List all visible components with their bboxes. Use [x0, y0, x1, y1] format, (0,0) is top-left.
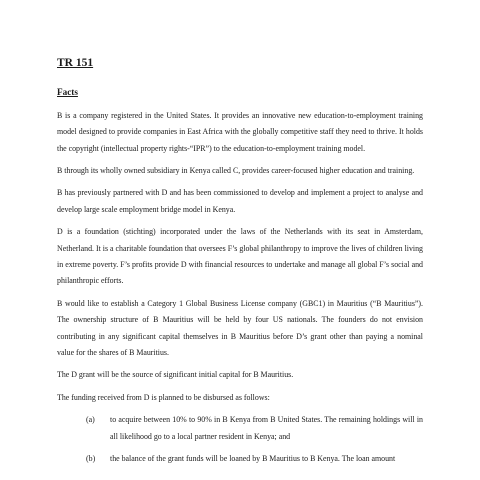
section-heading-facts: Facts	[57, 86, 78, 97]
list-item	[57, 412, 423, 445]
paragraph: D is a foundation (stichting) incorporated under the laws of the Netherlands with its seat in Amsterdam, Netherland. It is a charitable foundation that oversees F’s global philanthropy to improve the lives of children living in extreme poverty. F’s profits provide D with financial resources to undertake and manage all global F’s social and philanthropic efforts.	[57, 227, 423, 286]
list-item-text: the balance of the grant funds will be loaned by B Mauritius to B Kenya. The loan amount	[110, 454, 396, 464]
document-title: TR 151	[57, 57, 94, 69]
paragraph: B is a company registered in the United States. It provides an innovative new education-to-employment training model designed to provide companies in East Africa with the globally competitive staff they need to thrive. It holds the copyright (intellectual property rights-“IPR”) to the education-to-employment training model.	[57, 110, 423, 153]
list-item-text: to acquire between 10% to 90% in B Kenya from B United States. The remaining holdings will in all likelihood go to a local partner resident in Kenya; and	[110, 415, 423, 441]
list-item-marker: (b)	[86, 454, 96, 464]
list-item-marker: (a)	[86, 415, 95, 425]
paragraph: The D grant will be the source of significant initial capital for B Mauritius.	[57, 370, 294, 380]
list-item	[57, 451, 423, 467]
paragraph: B would like to establish a Category 1 Global Business License company (GBC1) in Mauritius (“B Mauritius”). The ownership structure of B Mauritius will be held by four US nationals. The founders do not envision contributing in any significant capital themselves in B Mauritius before D’s grant other than paying a nominal value for the shares of B Mauritius.	[57, 298, 423, 357]
paragraph: The funding received from D is planned to be disbursed as follows:	[57, 392, 270, 402]
paragraph: B has previously partnered with D and has been commissioned to develop and implement a project to analyse and develop large scale employment bridge model in Kenya.	[57, 188, 423, 214]
paragraph: B through its wholly owned subsidiary in Kenya called C, provides career-focused higher education and training.	[57, 165, 415, 175]
disbursement-list	[57, 412, 423, 467]
